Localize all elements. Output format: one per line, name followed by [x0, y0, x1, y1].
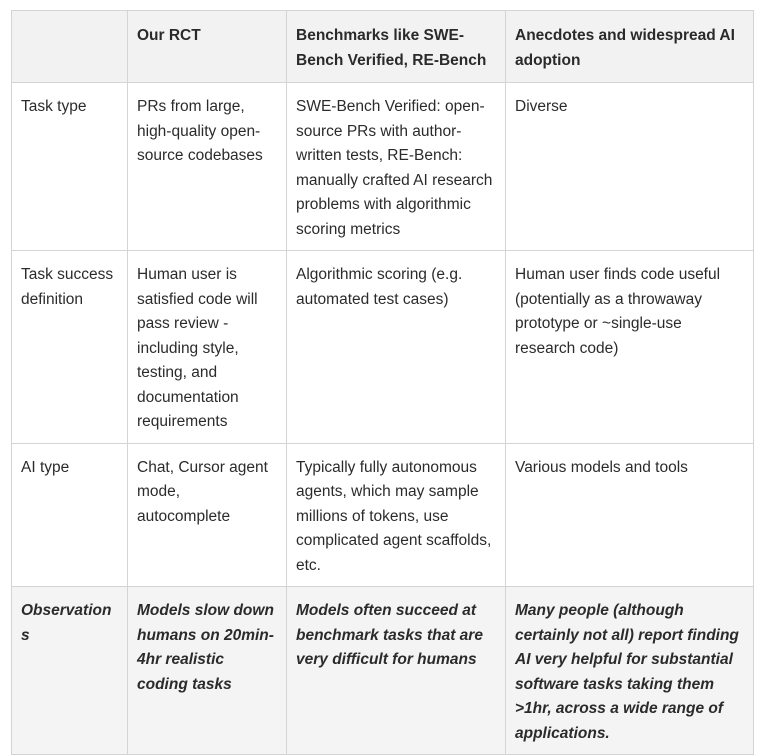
table-row-observations [12, 587, 754, 755]
cell-ai-type-anecdotes: Various models and tools [506, 443, 754, 587]
cell-observations-rct: Models slow down humans on 20min-4hr realistic coding tasks [128, 587, 287, 755]
table-body [12, 83, 754, 755]
cell-task-type-anecdotes: Diverse [506, 83, 754, 251]
cell-task-type-rct: PRs from large, high-quality open-source codebases [128, 83, 287, 251]
cell-observations-anecdotes: Many people (although certainly not all) report finding AI very helpful for substantial software tasks taking them >1hr, across a wide range of applications. [506, 587, 754, 755]
cell-success-rct: Human user is satisfied code will pass review - including style, testing, and documentation requirements [128, 251, 287, 444]
comparison-table [11, 10, 754, 755]
table-row-task-success-definition [12, 251, 754, 444]
header-anecdotes: Anecdotes and widespread AI adoption [506, 11, 754, 83]
cell-success-benchmarks: Algorithmic scoring (e.g. automated test cases) [287, 251, 506, 444]
table-row-task-type [12, 83, 754, 251]
cell-ai-type-rct: Chat, Cursor agent mode, autocomplete [128, 443, 287, 587]
cell-ai-type-benchmarks: Typically fully autonomous agents, which may sample millions of tokens, use complicated agent scaffolds, etc. [287, 443, 506, 587]
cell-success-anecdotes: Human user finds code useful (potentially as a throwaway prototype or ~single-use research code) [506, 251, 754, 444]
header-benchmarks: Benchmarks like SWE-Bench Verified, RE-Bench [287, 11, 506, 83]
row-label-observations: Observations [12, 587, 128, 755]
header-row [12, 11, 754, 83]
row-label-ai-type: AI type [12, 443, 128, 587]
cell-task-type-benchmarks: SWE-Bench Verified: open-source PRs with author-written tests, RE-Bench: manually crafted AI research problems with algorithmic scoring metrics [287, 83, 506, 251]
table-row-ai-type [12, 443, 754, 587]
row-label-task-type: Task type [12, 83, 128, 251]
row-label-task-success-definition: Task success definition [12, 251, 128, 444]
table-header [12, 11, 754, 83]
header-corner-cell [12, 11, 128, 83]
header-our-rct: Our RCT [128, 11, 287, 83]
cell-observations-benchmarks: Models often succeed at benchmark tasks that are very difficult for humans [287, 587, 506, 755]
